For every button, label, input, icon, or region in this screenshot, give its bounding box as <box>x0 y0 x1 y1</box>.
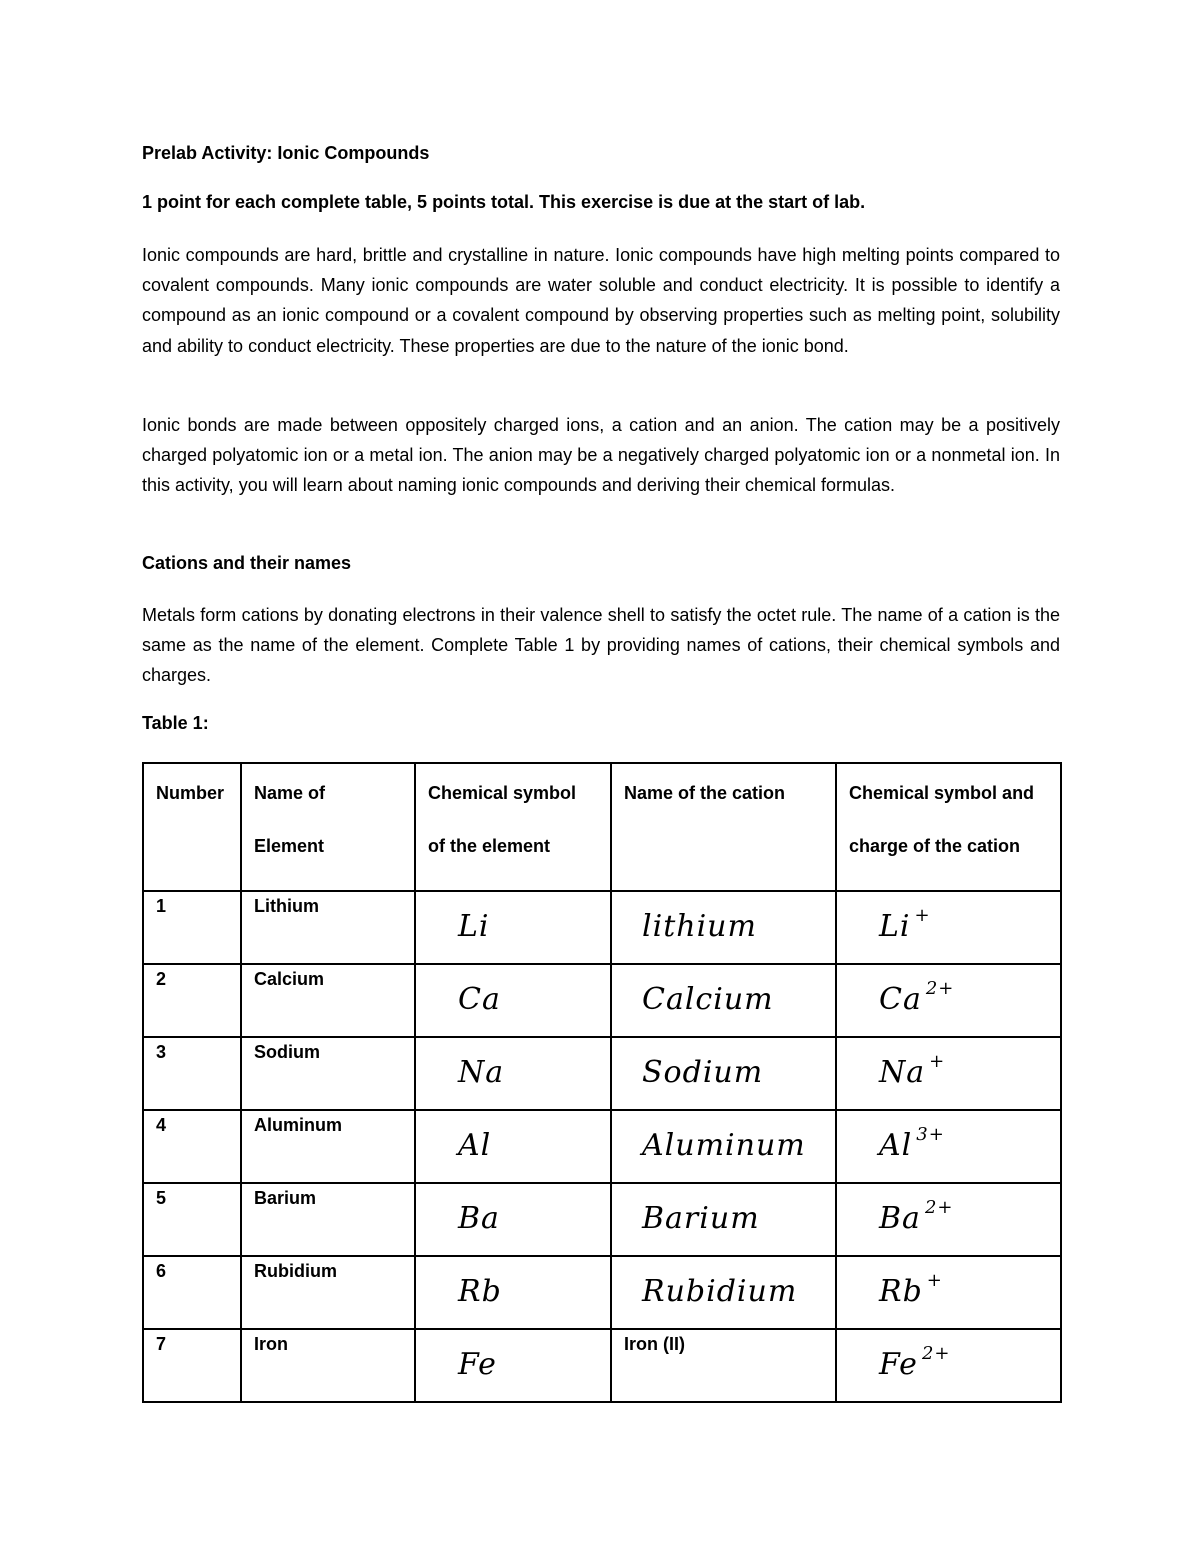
header-cation-name: Name of the cation <box>611 763 836 891</box>
table-row <box>143 1256 1061 1329</box>
element-name: Rubidium <box>241 1256 415 1329</box>
element-symbol-cell[interactable] <box>415 964 611 1037</box>
table-row <box>143 1329 1061 1402</box>
row-number: 1 <box>143 891 241 964</box>
cation-name-cell[interactable] <box>611 1329 836 1402</box>
section-heading-cations: Cations and their names <box>142 553 352 573</box>
cation-name-cell[interactable] <box>611 1110 836 1183</box>
element-name: Iron <box>241 1329 415 1402</box>
cation-symbol: Ca $^{2+}$ <box>879 978 955 1017</box>
cation-name: Iron (II) <box>624 1334 685 1354</box>
row-number: 7 <box>143 1329 241 1402</box>
cation-name-cell[interactable] <box>611 1183 836 1256</box>
intro-paragraph-2: Ionic bonds are made between oppositely charged ions, a cation and an anion. The cation may be a positively charged polyatomic ion or a metal ion. The anion may be a negatively charged polyatomic ion or a nonmetal ion. In this activity, you will learn about naming ionic compounds and deriving their chemical formulas. <box>142 415 1060 496</box>
element-symbol-cell[interactable] <box>415 891 611 964</box>
intro-paragraph-1: Ionic compounds are hard, brittle and crystalline in nature. Ionic compounds have high melting points compared to covalent compounds. Many ionic compounds are water soluble and conduct electricity. It is possible to identify a compound as an ionic compound or a covalent compound by observing properties such as melting point, solubility and ability to conduct electricity. These properties are due to the nature of the ionic bond. <box>142 245 1060 356</box>
cation-charge-cell[interactable] <box>836 1183 1061 1256</box>
cation-charge: + <box>914 905 931 926</box>
row-number: 4 <box>143 1110 241 1183</box>
cation-charge-cell[interactable] <box>836 1329 1061 1402</box>
cations-table <box>142 762 1062 1403</box>
cation-charge-cell[interactable] <box>836 891 1061 964</box>
cation-name-cell[interactable] <box>611 1037 836 1110</box>
row-number: 2 <box>143 964 241 1037</box>
cation-symbol: Li + <box>879 905 931 944</box>
cation-name: Rubidium <box>642 1274 798 1309</box>
cation-name: Sodium <box>642 1055 764 1090</box>
row-number: 3 <box>143 1037 241 1110</box>
cation-symbol: Ba $^{2+}$ <box>879 1197 954 1236</box>
cation-charge-cell[interactable] <box>836 1256 1061 1329</box>
cation-charge: 2+ <box>921 1343 951 1364</box>
table-row <box>143 1037 1061 1110</box>
table-row <box>143 891 1061 964</box>
cation-charge: + <box>926 1270 943 1291</box>
row-number: 6 <box>143 1256 241 1329</box>
element-symbol: Ba <box>458 1201 500 1236</box>
cation-name: Barium <box>642 1201 760 1236</box>
points-note: 1 point for each complete table, 5 points total. This exercise is due at the start of lab. <box>142 192 866 212</box>
element-symbol: Ca <box>458 982 501 1017</box>
cation-name: Calcium <box>642 982 774 1017</box>
element-symbol-cell[interactable] <box>415 1183 611 1256</box>
cation-charge-cell[interactable] <box>836 1037 1061 1110</box>
cation-symbol: Na + <box>879 1051 946 1090</box>
cation-charge: 2+ <box>924 1197 954 1218</box>
cation-name-cell[interactable] <box>611 891 836 964</box>
header-element-name: Name of Element <box>241 763 415 891</box>
cation-charge-cell[interactable] <box>836 1110 1061 1183</box>
element-symbol-cell[interactable] <box>415 1037 611 1110</box>
cation-charge: + <box>929 1051 946 1072</box>
table-row <box>143 964 1061 1037</box>
table-row <box>143 1183 1061 1256</box>
element-name: Aluminum <box>241 1110 415 1183</box>
document-title: Prelab Activity: Ionic Compounds <box>142 143 430 163</box>
element-symbol: Na <box>458 1055 505 1090</box>
cation-name: Aluminum <box>642 1128 806 1163</box>
element-symbol-cell[interactable] <box>415 1329 611 1402</box>
element-symbol: Rb <box>458 1274 502 1309</box>
cation-name-cell[interactable] <box>611 964 836 1037</box>
cation-name: lithium <box>642 909 757 944</box>
element-symbol: Al <box>458 1128 492 1163</box>
element-symbol-cell[interactable] <box>415 1256 611 1329</box>
table-label: Table 1: <box>142 713 209 733</box>
header-number: Number <box>143 763 241 891</box>
cation-symbol: Rb + <box>879 1270 943 1309</box>
cation-charge-cell[interactable] <box>836 964 1061 1037</box>
table-row <box>143 1110 1061 1183</box>
element-symbol: Li <box>458 909 490 944</box>
cation-symbol: Fe $^{2+}$ <box>879 1343 951 1382</box>
cations-paragraph: Metals form cations by donating electrons in their valence shell to satisfy the octet rule. The name of a cation is the same as the name of the element. Complete Table 1 by providing names of cations, their chemical symbols and charges. <box>142 605 1060 686</box>
element-name: Barium <box>241 1183 415 1256</box>
element-symbol: Fe <box>458 1347 497 1382</box>
element-name: Calcium <box>241 964 415 1037</box>
element-name: Lithium <box>241 891 415 964</box>
header-cation-charge: Chemical symbol and charge of the cation <box>836 763 1061 891</box>
cation-name-cell[interactable] <box>611 1256 836 1329</box>
cation-charge: 3+ <box>916 1124 945 1145</box>
cation-symbol: Al $^{3+}$ <box>879 1124 945 1163</box>
row-number: 5 <box>143 1183 241 1256</box>
table-header-row <box>143 763 1061 891</box>
element-name: Sodium <box>241 1037 415 1110</box>
header-element-symbol: Chemical symbol of the element <box>415 763 611 891</box>
cation-charge: 2+ <box>925 978 955 999</box>
element-symbol-cell[interactable] <box>415 1110 611 1183</box>
